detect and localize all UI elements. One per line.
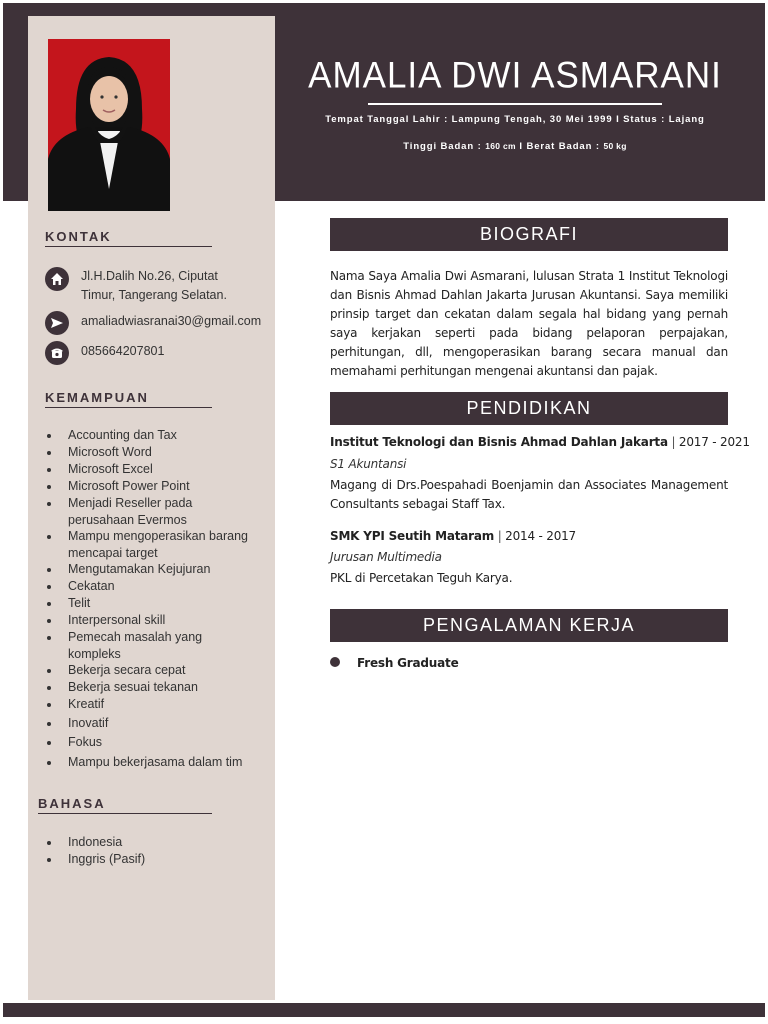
skills-heading: KEMAMPUAN (45, 390, 212, 408)
person-name: AMALIA DWI ASMARANI (308, 55, 722, 96)
profile-photo (48, 39, 170, 211)
language-item: Inggris (Pasif) (46, 851, 271, 868)
birth-status-info: Tempat Tanggal Lahir : Lampung Tengah, 30 Mei 1999 I Status : Lajang (325, 114, 705, 125)
skill-item: Mengutamakan Kejujuran (46, 561, 271, 578)
skill-item: Pemecah masalah yang kompleks (46, 629, 226, 663)
language-item: Indonesia (46, 834, 271, 851)
name-divider (368, 103, 662, 105)
education-entry-2-title: SMK YPI Seutih Mataram | 2014 - 2017 (330, 529, 576, 543)
email-text[interactable]: amaliadwiasranai30@gmail.com (81, 314, 262, 328)
skill-item: Bekerja sesuai tekanan (46, 679, 271, 696)
address-text (81, 267, 227, 305)
address-line-2: Timur, Tangerang Selatan. (81, 288, 227, 302)
skill-item: Bekerja secara cepat (46, 662, 271, 679)
bullet-icon (330, 657, 340, 667)
send-icon (45, 311, 69, 335)
skill-item: Microsoft Power Point (46, 478, 271, 495)
experience-item: Fresh Graduate (357, 656, 459, 670)
school-name: Institut Teknologi dan Bisnis Ahmad Dahlan Jakarta (330, 435, 668, 449)
skill-item: Fokus (46, 734, 271, 751)
skill-item: Telit (46, 595, 271, 612)
skill-item: Accounting dan Tax (46, 427, 271, 444)
biography-heading: BIOGRAFI (330, 218, 728, 251)
height-value: 160 cm (485, 141, 516, 151)
school-program: S1 Akuntansi (330, 457, 407, 471)
education-heading: PENDIDIKAN (330, 392, 728, 425)
height-weight-info (290, 141, 740, 152)
height-label: Tinggi Badan : (403, 141, 486, 152)
skill-item: Kreatif (46, 696, 271, 713)
home-icon (45, 267, 69, 291)
skill-item: Microsoft Excel (46, 461, 271, 478)
skill-item: Inovatif (46, 715, 271, 732)
biography-text: Nama Saya Amalia Dwi Asmarani, lulusan Strata 1 Institut Teknologi dan Bisnis Ahmad Dahlan Jakarta Jurusan Akuntansi. Saya memiliki prinsip target dan cekatan dalam segala hal bidang yang pernah saya kerjakan seperti pada bidang pelaporan perpajakan, perhitungan, dll, mengoperasikan barang secara manual dan memahami perhitungan mengenai akuntansi dan pajak. (330, 269, 728, 378)
skill-item: Cekatan (46, 578, 271, 595)
school-program: Jurusan Multimedia (330, 550, 442, 564)
school-years: 2017 - 2021 (678, 435, 750, 449)
contact-heading: KONTAK (45, 229, 212, 247)
phone-text[interactable]: 085664207801 (81, 344, 165, 358)
skill-item: Interpersonal skill (46, 612, 271, 629)
weight-value: 50 kg (603, 141, 627, 151)
education-entry-1-title: Institut Teknologi dan Bisnis Ahmad Dahlan Jakarta | 2017 - 2021 (330, 435, 750, 449)
skill-item: Mampu bekerjasama dalam tim (46, 754, 271, 771)
language-heading: BAHASA (38, 796, 212, 814)
address-row (45, 267, 227, 305)
footer-band (3, 1003, 765, 1017)
phone-icon (45, 341, 69, 365)
school-detail: Magang di Drs.Poespahadi Boenjamin dan Associates Management Consultants sebagai Staff Tax. (330, 478, 728, 511)
phone-row[interactable] (45, 341, 164, 365)
address-line-1: Jl.H.Dalih No.26, Ciputat (81, 269, 218, 283)
school-years: 2014 - 2017 (505, 529, 576, 543)
skill-item: Menjadi Reseller pada perusahaan Evermos (46, 495, 246, 529)
email-row[interactable] (45, 311, 261, 335)
skill-item: Microsoft Word (46, 444, 271, 461)
experience-heading: PENGALAMAN KERJA (330, 609, 728, 642)
school-detail: PKL di Percetakan Teguh Karya. (330, 571, 513, 585)
skill-item: Mampu mengoperasikan barang mencapai target (46, 528, 266, 562)
weight-label: I Berat Badan : (515, 141, 604, 152)
school-name: SMK YPI Seutih Mataram (330, 529, 495, 543)
